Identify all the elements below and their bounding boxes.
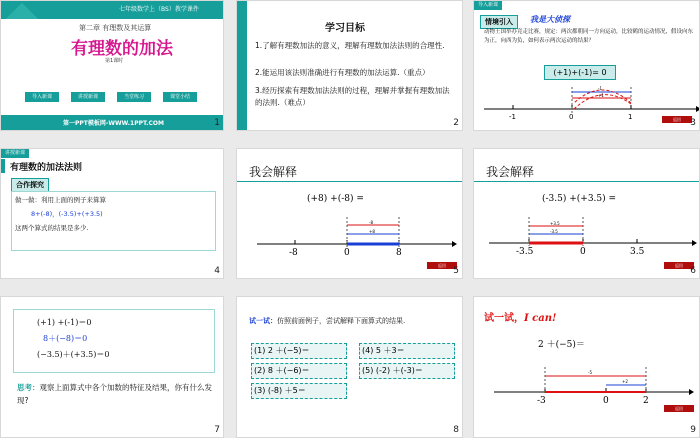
page-number: 8: [453, 425, 459, 435]
slide1-header: 七年级数学上（BS）教学课件: [119, 6, 199, 13]
back-button[interactable]: 返回: [664, 405, 694, 412]
section-tag: 讲授新课: [1, 149, 29, 158]
tick-label: 1: [628, 113, 633, 121]
page-number: 9: [690, 425, 696, 435]
step-button[interactable]: 课堂小结: [163, 92, 197, 102]
tick-label: -3: [537, 396, 546, 406]
slide2-item: 1.了解有理数加法的意义，理解有理数加法法则的合理性.: [255, 41, 445, 50]
equation-line: (+1) +(-1)＝0: [37, 318, 92, 327]
slide4-question: 做一做：利用上面的例子来算算: [15, 196, 106, 204]
slide-4[interactable]: [0, 148, 224, 279]
back-button[interactable]: 返回: [427, 262, 457, 269]
number-line: [474, 1, 700, 131]
exercise-box[interactable]: (5) (-2) ＋(-3)＝: [359, 363, 455, 379]
equation-line: (−3.5)＋(+3.5)＝0: [37, 350, 110, 359]
page-number: 1: [214, 118, 220, 128]
slide-8[interactable]: [236, 296, 463, 438]
section-label: 情境引入: [480, 15, 518, 29]
equation-box: (+1)+(-1)= 0: [544, 65, 616, 80]
tick-label: 0: [344, 248, 350, 258]
heading-en: I can!: [524, 313, 557, 324]
slide5-heading: 我会解释: [249, 165, 298, 179]
tick-label: 0: [580, 247, 586, 257]
exercise-box[interactable]: (4) 5 ＋3＝: [359, 343, 455, 359]
slide-9[interactable]: [473, 296, 700, 438]
tick-label: -1: [509, 113, 516, 121]
back-button[interactable]: 返回: [662, 116, 692, 123]
tick-label: 8: [396, 248, 402, 258]
number-line: [474, 297, 700, 438]
think-content: 观察上面算式中各个加数的特征及结果，你有什么发现?: [17, 383, 212, 405]
page-number: 3: [690, 118, 696, 128]
slide1-footer: 第一PPT模板网-WWW.1PPT.COM: [63, 120, 164, 127]
step-button[interactable]: 讲授新课: [71, 92, 105, 102]
slide-2[interactable]: [236, 0, 463, 131]
slide5-expr: (+8) +(-8) =: [307, 194, 364, 204]
slide8-prompt: [249, 316, 405, 326]
exercise-box[interactable]: (1) 2 ＋(−5)＝: [251, 343, 347, 359]
tick-label: 0: [603, 396, 609, 406]
slide-6[interactable]: [473, 148, 700, 279]
segment-label: +2: [622, 379, 628, 384]
slide1-subtitle: 第1课时: [105, 58, 124, 64]
slide-3[interactable]: [473, 0, 700, 131]
exercise-box[interactable]: (3) (-8) ＋5＝: [251, 383, 347, 399]
segment-label: -1: [598, 86, 602, 91]
page-number: 4: [214, 266, 220, 276]
slide6-heading: 我会解释: [486, 165, 535, 179]
prompt-label: 试一试：: [249, 317, 277, 325]
segment-label: +1: [598, 93, 604, 98]
slide9-expr: 2 ＋(−5)＝: [538, 340, 585, 350]
tick-label: -8: [289, 248, 298, 258]
slide-5[interactable]: [236, 148, 463, 279]
slide4-expr: 8+(-8)，(-3.5)+(+3.5): [31, 210, 103, 218]
slide1-title: 有理数的加法: [71, 39, 173, 59]
segment-label: -5: [588, 370, 592, 375]
heading-cn: 试一试，: [484, 313, 524, 324]
section-tag: 导入新课: [474, 1, 502, 10]
think-label: 思考：: [17, 383, 40, 392]
tick-label: 0: [569, 113, 574, 121]
slide2-item: 3.经历探索有理数加法法则的过程，理解并掌握有理数加法的法则.（难点）: [255, 86, 450, 107]
slide2-heading: 学习目标: [325, 23, 365, 34]
explore-label: 合作探究: [11, 178, 49, 192]
back-button[interactable]: 返回: [664, 262, 694, 269]
tick-label: -3.5: [516, 247, 534, 257]
slide4-note: 这两个算式的结果是多少.: [15, 224, 89, 232]
number-line: [474, 149, 700, 279]
story-text: 动物王国举办竞走比赛，规定：两次都朝同一方向运动，比较鹤的运动情况，假设向东为正，向西为负，如何表示两次运动的结果？: [484, 29, 694, 44]
exercise-box[interactable]: (2) 8 ＋(−6)＝: [251, 363, 347, 379]
slide4-title: 有理数的加法法则: [10, 163, 83, 173]
segment-label: -3.5: [550, 229, 558, 234]
slide1-steps: [25, 92, 215, 104]
think-text: [17, 381, 217, 407]
slide6-expr: (-3.5) +(+3.5) =: [542, 194, 617, 204]
page-number: 2: [453, 118, 459, 128]
prompt-text: 仿照前面例子，尝试解释下面算式的结果.: [277, 317, 406, 325]
slide-7[interactable]: [0, 296, 224, 438]
segment-label: +8: [369, 229, 375, 234]
calligraphy-title: 我是大侦探: [530, 15, 570, 24]
tick-label: 2: [643, 396, 649, 406]
number-line: [237, 149, 463, 279]
page-number: 7: [214, 425, 220, 435]
slide-1[interactable]: [0, 0, 224, 131]
step-button[interactable]: 当堂练习: [117, 92, 151, 102]
slide1-chapter: 第二章 有理数及其运算: [79, 24, 152, 32]
page-number: 6: [690, 266, 696, 276]
tick-label: 3.5: [630, 247, 645, 257]
step-button[interactable]: 导入新课: [25, 92, 59, 102]
page-number: 5: [453, 266, 459, 276]
equation-line: 8＋(−8)＝0: [43, 334, 88, 343]
segment-label: -8: [369, 220, 373, 225]
segment-label: +3.5: [550, 221, 560, 226]
slide2-item: 2.能运用该法则准确进行有理数的加法运算.（重点）: [255, 68, 430, 77]
